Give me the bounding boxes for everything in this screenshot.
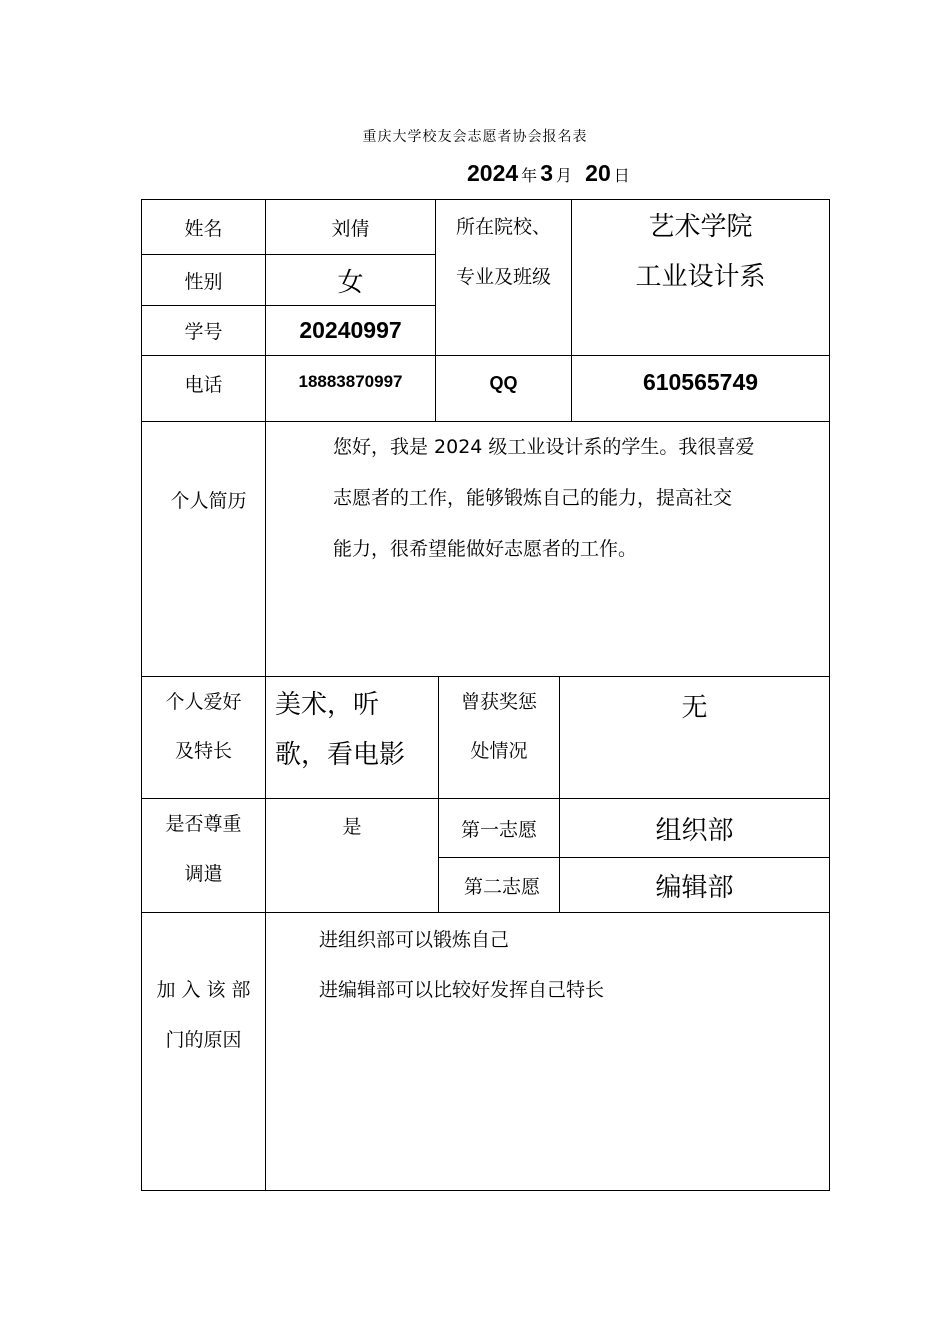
date-month: 3: [540, 160, 553, 186]
hobby-value[interactable]: [275, 680, 435, 780]
school-value-line1: 艺术学院: [648, 212, 753, 242]
school-label-line2: 专业及班级: [455, 266, 551, 288]
resume-line: 您好，我是 2024 级工业设计系的学生。我很喜爱: [333, 436, 755, 458]
date-month-unit: 月: [555, 166, 572, 185]
form-title: 重庆大学校友会志愿者协会报名表: [362, 129, 588, 145]
reason-label: [142, 965, 265, 1065]
date-year-unit: 年: [521, 166, 538, 185]
school-value[interactable]: [572, 200, 829, 312]
adjust-label-line1: 是否尊重: [165, 813, 242, 835]
resume-line: 志愿者的工作，能够锻炼自己的能力，提高社交: [333, 487, 733, 509]
resume-label: 个人简历: [170, 489, 247, 512]
adjust-label-line2: 调遣: [184, 863, 223, 885]
hobby-value-line1: 美术，听: [275, 690, 380, 720]
adjust-value[interactable]: 是: [342, 815, 362, 838]
school-value-line2: 工业设计系: [635, 262, 766, 292]
first-choice-value[interactable]: 组织部: [655, 815, 734, 846]
school-label-line1: 所在院校、: [455, 216, 551, 238]
award-label-line1: 曾获奖惩: [460, 691, 537, 713]
phone-label: 电话: [184, 373, 223, 396]
grid-line: [141, 912, 830, 913]
phone-value[interactable]: 18883870997: [298, 372, 403, 391]
gender-value[interactable]: 女: [337, 267, 364, 298]
date-day-unit: 日: [613, 166, 630, 185]
award-label-line2: 处情况: [470, 740, 528, 762]
award-value[interactable]: 无: [681, 692, 708, 723]
resume-text[interactable]: [333, 422, 828, 575]
qq-label: QQ: [489, 372, 518, 393]
reason-label-line2: 门的原因: [165, 1029, 242, 1051]
form-date: [467, 160, 633, 187]
hobby-label: [142, 677, 265, 777]
gender-label: 性别: [184, 270, 223, 293]
award-label: [439, 677, 559, 777]
reason-line: 进编辑部可以比较好发挥自己特长: [319, 979, 605, 1001]
date-day: 20: [585, 160, 611, 186]
hobby-label-line2: 及特长: [174, 740, 232, 762]
qq-value[interactable]: 610565749: [642, 368, 759, 395]
second-choice-value[interactable]: 编辑部: [655, 872, 734, 903]
reason-line: 进组织部可以锻炼自己: [319, 929, 510, 951]
reason-label-line1: 加 入 该 部: [156, 979, 251, 1001]
hobby-label-line1: 个人爱好: [165, 691, 242, 713]
student-id-value[interactable]: 20240997: [299, 317, 402, 343]
name-label: 姓名: [184, 217, 223, 240]
school-label: [436, 200, 571, 302]
reason-text[interactable]: [319, 915, 819, 1015]
resume-line: 能力，很希望能做好志愿者的工作。: [333, 538, 638, 560]
hobby-value-line2: 歌，看电影: [275, 740, 406, 770]
first-choice-label: 第一志愿: [460, 818, 537, 841]
date-year: 2024: [467, 160, 519, 186]
second-choice-label: 第二志愿: [463, 875, 540, 898]
student-id-label: 学号: [184, 321, 223, 343]
name-value[interactable]: 刘倩: [331, 217, 370, 240]
adjust-label: [142, 799, 265, 899]
